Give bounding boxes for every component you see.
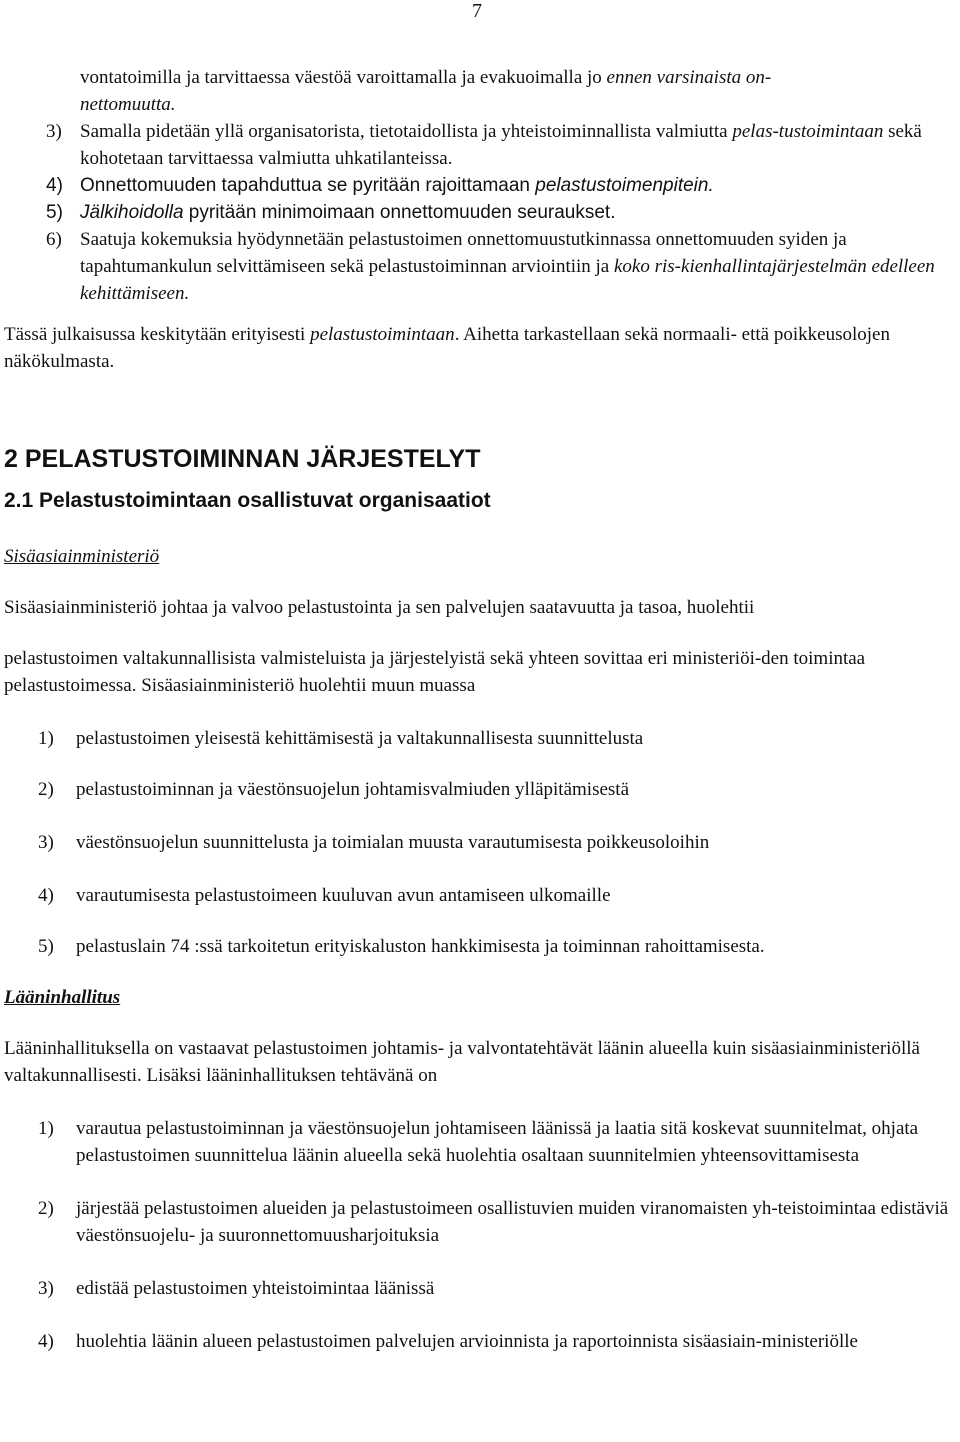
ministry-task-item: 2) pelastustoiminnan ja väestönsuojelun johtamisvalmiuden ylläpitämisestä [38,779,630,800]
ministry-paragraph-2: pelastustoimen valtakunnallisista valmisteluista ja järjestelyistä sekä yhteen sovittaa eri ministeriöi-den toimintaa pelastustoimessa. Sisäasiainministeriö huolehtii muun muassa [4,648,866,696]
county-heading: Lääninhallitus [4,987,121,1008]
document-body [4,64,956,1355]
ministry-heading: Sisäasiainministeriö [4,546,160,567]
subsection-heading: 2.1 Pelastustoimintaan osallistuvat organisaatiot [4,489,491,512]
list-item-6: 6) Saatuja kokemuksia hyödynnetään pelastustoimen onnettomuustutkinnassa onnettomuuden syiden ja tapahtumankulun selvittämiseen sekä pelastustoiminnan arviointiin ja koko ris-kienhallintajärjestelmän edelleen kehittämiseen. [46,229,935,304]
county-task-item: 1) varautua pelastustoiminnan ja väestönsuojelun johtamiseen läänissä ja laatia sitä koskevat suunnitelmat, ohjata pelastustoimen suunnittelua läänin alueella sekä huolehtia osaltaan suunnitelmien yhteensovittamisesta [38,1118,919,1166]
section-heading: 2 PELASTUSTOIMINNAN JÄRJESTELYT [4,445,481,473]
ministry-task-item: 4) varautumisesta pelastustoimeen kuuluvan avun antamiseen ulkomaille [38,885,611,906]
list-item-4: 4) Onnettomuuden tapahduttua se pyritään rajoittamaan pelastustoimenpitein. [46,175,714,196]
county-task-list [4,1115,956,1355]
ministry-paragraph-1: Sisäasiainministeriö johtaa ja valvoo pelastustointa ja sen palvelujen saatavuutta ja tasoa, huolehtii [4,597,755,618]
list-item-continuation: vontatoimilla ja tarvittaessa väestöä varoittamalla ja evakuoimalla jo ennen varsinaista on- nettomuutta. [80,67,772,115]
county-task-item: 3) edistää pelastustoimen yhteistoimintaa läänissä [38,1278,435,1299]
ministry-task-item: 5) pelastuslain 74 :ssä tarkoitetun erityiskaluston hankkimisesta ja toiminnan rahoittamisesta. [38,936,765,957]
ministry-task-item: 1) pelastustoimen yleisestä kehittämisestä ja valtakunnallisesta suunnittelusta [38,728,644,749]
intro-list [4,64,956,307]
county-task-item: 2) järjestää pelastustoimen alueiden ja pelastustoimeen osallistuvien muiden viranomaisten yh-teistoimintaa edistäviä väestönsuojelu- ja suuronnettomuusharjoituksia [38,1198,949,1246]
page-number: 7 [472,0,482,22]
county-task-item: 4) huolehtia läänin alueen pelastustoimen palvelujen arvioinnista ja raportoinnista sisäasiain-ministeriölle [38,1331,858,1352]
county-paragraph: Lääninhallituksella on vastaavat pelastustoimen johtamis- ja valvontatehtävät läänin alueella kuin sisäasiainministeriöllä valtakunnallisesti. Lisäksi lääninhallituksen tehtävänä on [4,1038,920,1086]
focus-paragraph: Tässä julkaisussa keskitytään erityisesti pelastustoimintaan. Aihetta tarkastellaan sekä normaali- että poikkeusolojen näkökulmasta. [4,324,890,372]
ministry-task-list [4,725,956,960]
list-item-5: 5) Jälkihoidolla pyritään minimoimaan onnettomuuden seuraukset. [46,202,616,223]
ministry-task-item: 3) väestönsuojelun suunnittelusta ja toimialan muusta varautumisesta poikkeusoloihin [38,832,710,853]
list-item-3: 3) Samalla pidetään yllä organisatorista, tietotaidollista ja yhteistoiminnallista valmiutta pelas-tustoimintaan sekä kohotetaan tarvittaessa valmiutta uhkatilanteissa. [46,121,922,169]
